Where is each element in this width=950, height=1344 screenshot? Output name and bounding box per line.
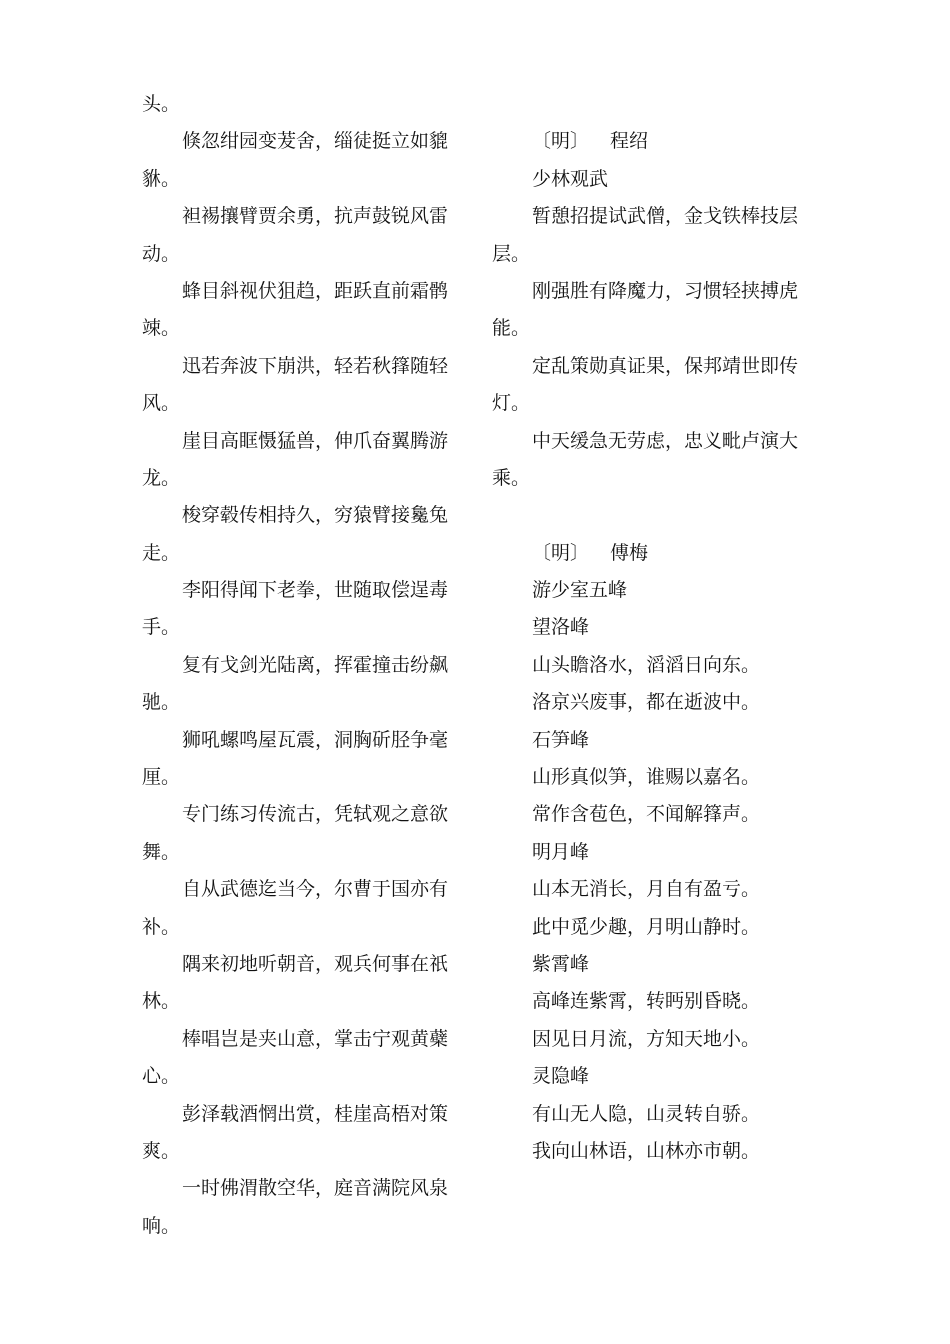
poem-line: 袒裼攘臂贾余勇，抗声鼓锐风雷 bbox=[182, 205, 449, 228]
poem-line: 李阳得闻下老拳，世随取偿逞毒 bbox=[182, 579, 449, 602]
dynasty-label: 〔明〕 bbox=[532, 130, 590, 153]
poem-line: 头。 bbox=[142, 93, 181, 115]
poem-line: 定乱策勋真证果，保邦靖世即传 bbox=[532, 354, 799, 377]
poem-line: 山本无消长，月自有盈亏。 bbox=[532, 878, 761, 901]
poem-line: 风。 bbox=[142, 392, 181, 415]
poem-title: 游少室五峰 bbox=[532, 579, 628, 602]
poem-line: 龙。 bbox=[142, 466, 181, 489]
poem-title: 少林观武 bbox=[532, 167, 609, 190]
dynasty-label: 〔明〕 bbox=[532, 541, 590, 564]
poem-line: 洛京兴废事，都在逝波中。 bbox=[532, 691, 761, 714]
poem-line: 刚强胜有降魔力，习惯轻挟搏虎 bbox=[532, 279, 799, 302]
author-name: 程绍 bbox=[610, 130, 649, 153]
poem-line: 复有戈剑光陆离，挥霍撞击纷飙 bbox=[182, 653, 449, 676]
section-title: 望洛峰 bbox=[532, 616, 590, 639]
poem-line: 能。 bbox=[492, 317, 531, 340]
poem-line: 迅若奔波下崩洪，轻若秋箨随轻 bbox=[182, 354, 449, 377]
spacer bbox=[492, 86, 822, 123]
poem-line: 高峰连紫霄，转眄别昏晓。 bbox=[532, 990, 761, 1013]
poem-line: 专门练习传流古，凭轼观之意欲 bbox=[182, 803, 449, 826]
poem-line: 心。 bbox=[142, 1065, 181, 1088]
poem-line: 自从武德迄当今，尔曹于国亦有 bbox=[182, 878, 449, 901]
poem-line: 灯。 bbox=[492, 392, 531, 415]
poem-line: 暂憩招提试武僧，金戈铁棒技层 bbox=[532, 205, 799, 228]
poem-line: 中天缓急无劳虑，忠义毗卢演大 bbox=[532, 429, 799, 452]
poem-line: 山形真似笋，谁赐以嘉名。 bbox=[532, 766, 761, 789]
poem-line: 常作含苞色，不闻解箨声。 bbox=[532, 803, 761, 826]
author-name: 傅梅 bbox=[610, 541, 649, 564]
poem-line: 动。 bbox=[142, 242, 181, 265]
poem-line: 崖目高眶慑猛兽，伸爪奋翼腾游 bbox=[182, 429, 449, 452]
spacer bbox=[492, 497, 822, 534]
poem-line: 貅。 bbox=[142, 167, 181, 190]
poem-line: 棒唱岂是夹山意，掌击宁观黄蘗 bbox=[182, 1027, 449, 1050]
poem-line: 爽。 bbox=[142, 1139, 181, 1162]
poem-line: 我向山林语，山林亦市朝。 bbox=[532, 1139, 761, 1162]
poem-line: 手。 bbox=[142, 616, 181, 639]
poem-line: 一时佛渭散空华，庭音满院风泉 bbox=[182, 1177, 449, 1200]
section-title: 明月峰 bbox=[532, 840, 590, 863]
poem-line: 驰。 bbox=[142, 691, 181, 714]
section-title: 石笋峰 bbox=[532, 728, 590, 751]
poem-line: 狮吼螺鸣屋瓦震，洞胸斫胫争毫 bbox=[182, 728, 449, 751]
poem-author-line bbox=[492, 123, 822, 160]
poem-line: 层。 bbox=[492, 242, 531, 265]
poem-line: 厘。 bbox=[142, 766, 181, 789]
poem-line: 山头瞻洛水，滔滔日向东。 bbox=[532, 653, 761, 676]
poem-line: 倏忽绀园变茇舍，缁徒挺立如貔 bbox=[182, 130, 449, 153]
poem-line: 乘。 bbox=[492, 466, 531, 489]
poem-line: 补。 bbox=[142, 915, 181, 938]
poem-line: 舞。 bbox=[142, 840, 181, 863]
poem-line: 竦。 bbox=[142, 317, 181, 340]
poem-line: 因见日月流，方知天地小。 bbox=[532, 1027, 761, 1050]
left-column bbox=[142, 86, 472, 1245]
poem-line: 隅来初地听朝音，观兵何事在祇 bbox=[182, 952, 449, 975]
right-column bbox=[492, 86, 822, 1170]
poem-line: 梭穿毂传相持久，穷猿臂接毚兔 bbox=[182, 504, 449, 527]
poem-line: 林。 bbox=[142, 990, 181, 1013]
poem-line: 彭泽载酒惘出赏，桂崖高梧对策 bbox=[182, 1102, 449, 1125]
section-title: 紫霄峰 bbox=[532, 952, 590, 975]
poem-line: 响。 bbox=[142, 1214, 181, 1237]
poem-line: 走。 bbox=[142, 541, 181, 564]
poem-line: 此中觅少趣，月明山静时。 bbox=[532, 915, 761, 938]
poem-line: 有山无人隐，山灵转自骄。 bbox=[532, 1102, 761, 1125]
poem-line: 蜂目斜视伏狙趋，距跃直前霜鹘 bbox=[182, 279, 449, 302]
poem-author-line bbox=[492, 535, 822, 572]
section-title: 灵隐峰 bbox=[532, 1065, 590, 1088]
